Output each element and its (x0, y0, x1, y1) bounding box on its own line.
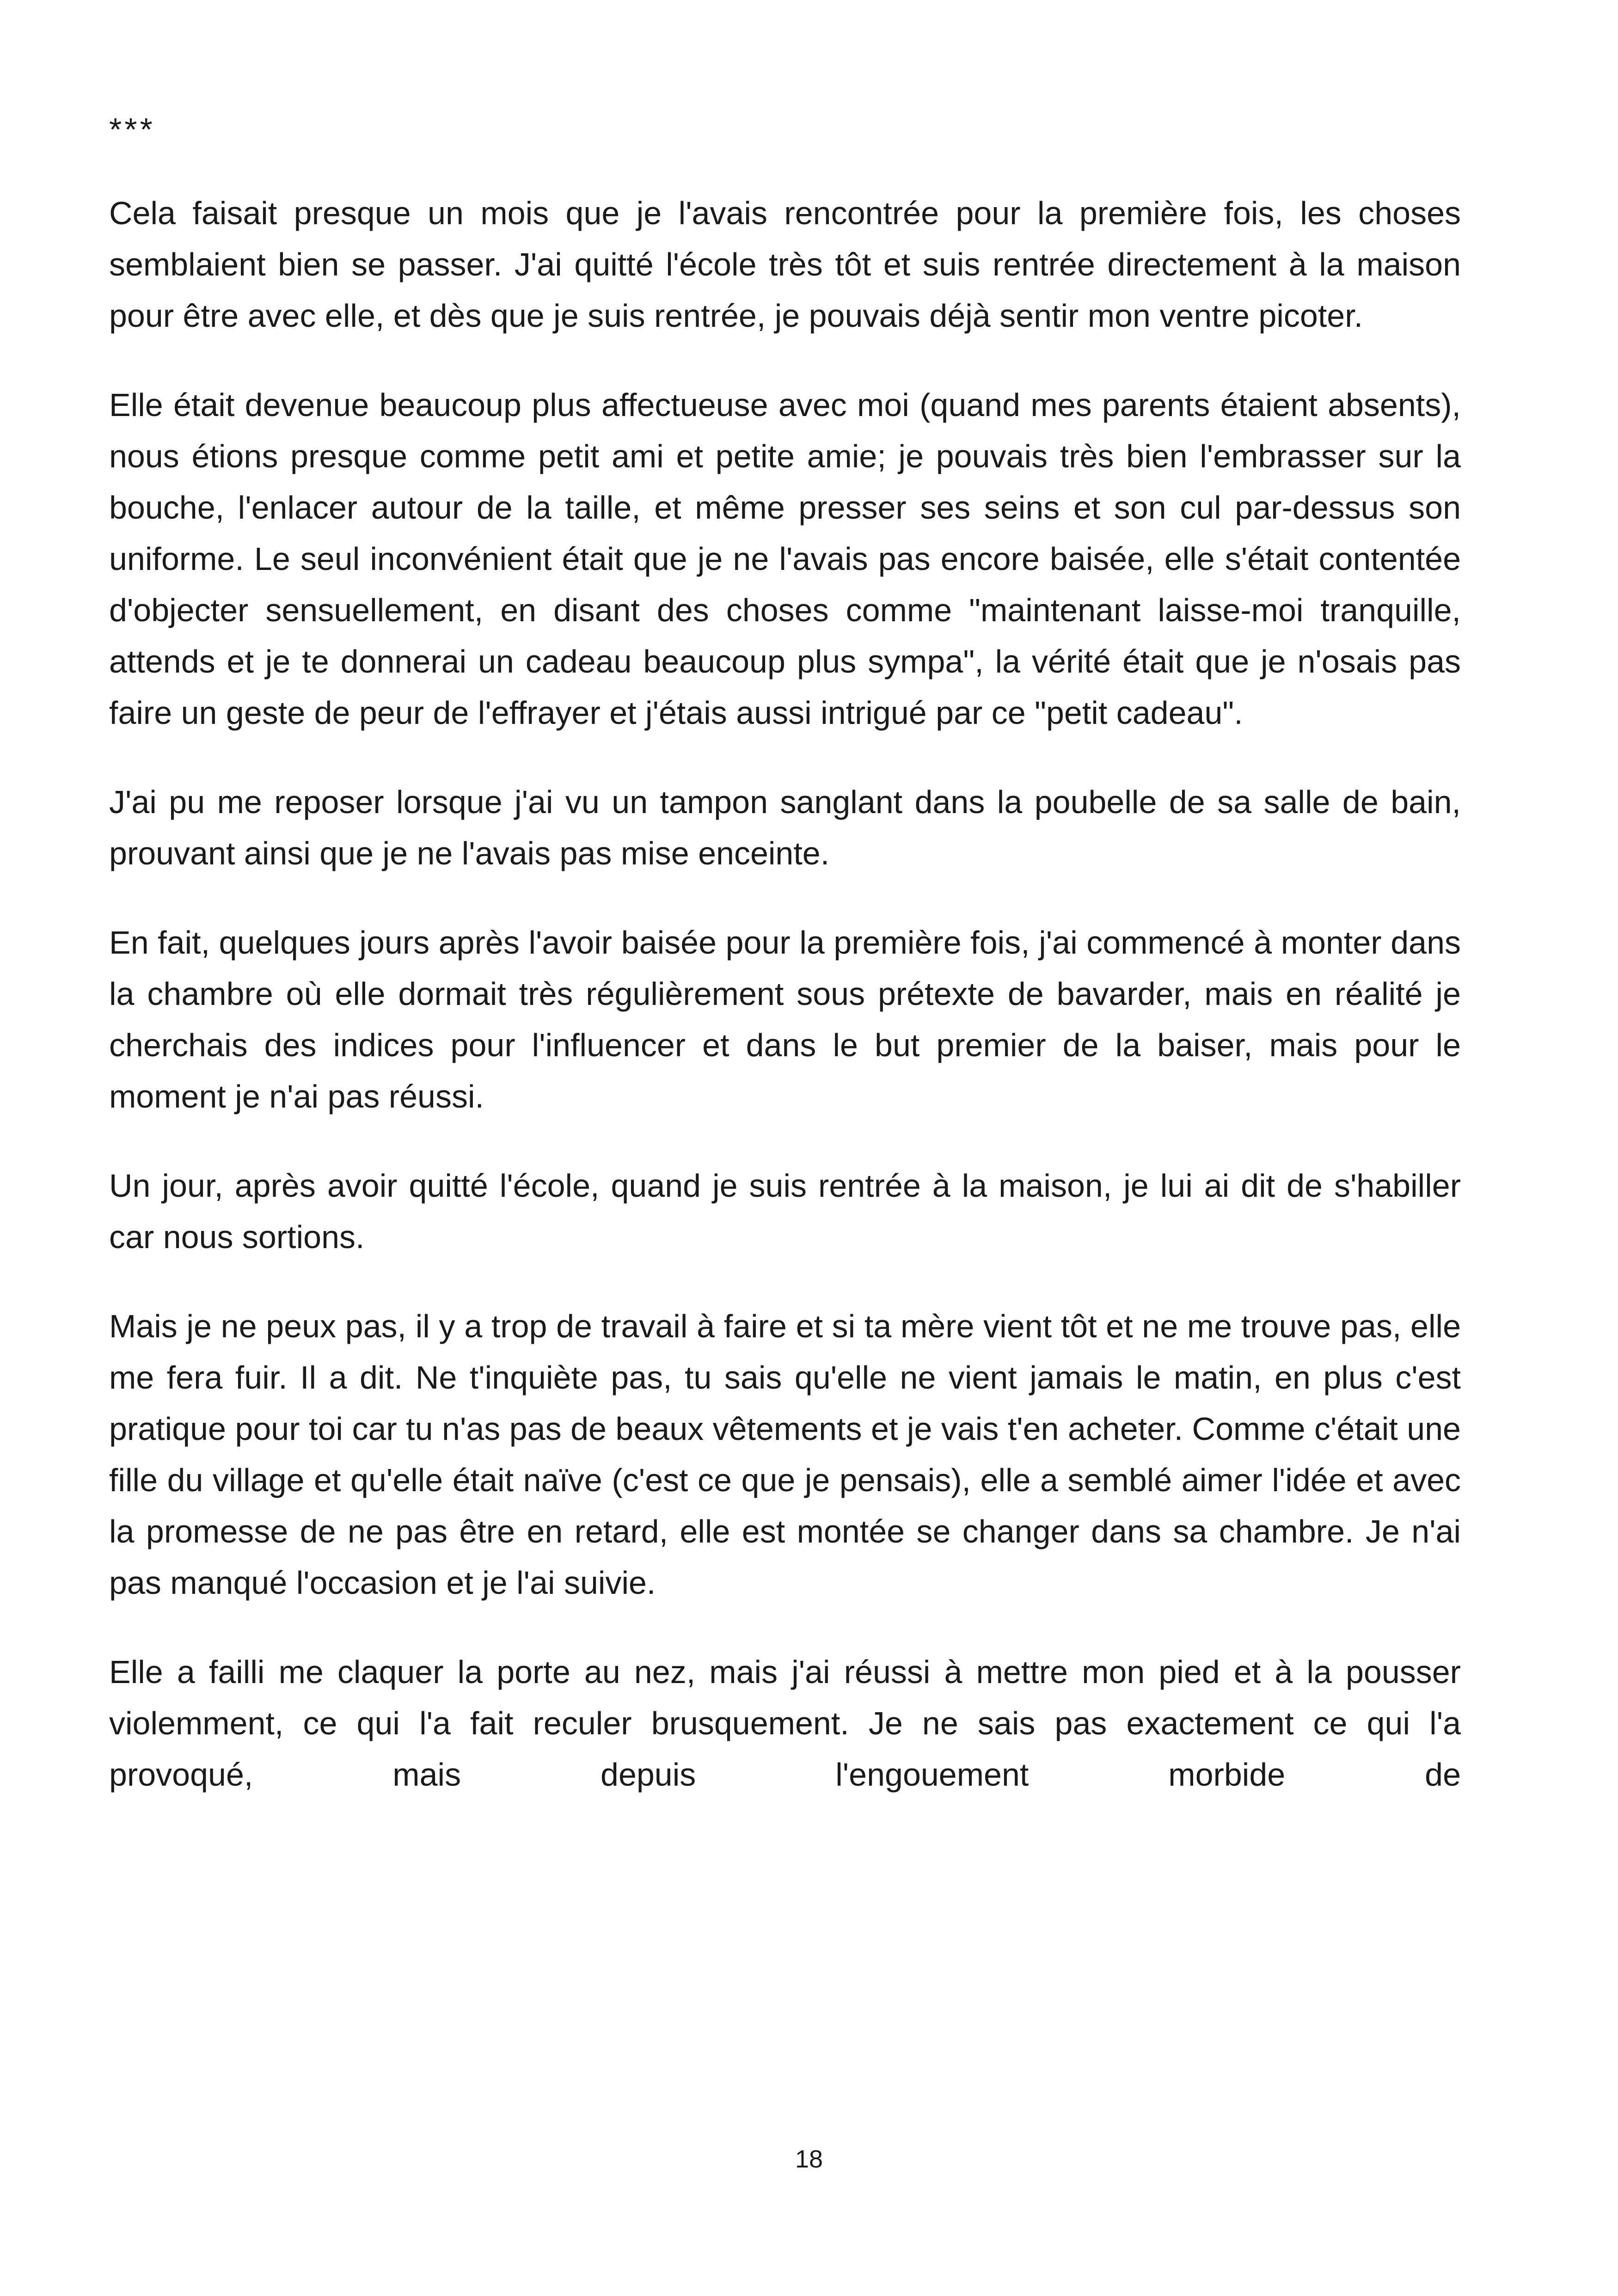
paragraph: Un jour, après avoir quitté l'école, quand je suis rentrée à la maison, je lui ai dit de s'habiller car nous sortions. (109, 1168, 1461, 1255)
body-text (109, 104, 1461, 1800)
paragraph: Elle était devenue beaucoup plus affectueuse avec moi (quand mes parents étaient absents), nous étions presque comme petit ami et petite amie; je pouvais très bien l'embrasser sur la bouche, l'enlacer autour de la taille, et même presser ses seins et son cul par-dessus son uniforme. Le seul inconvénient était que je ne l'avais pas encore baisée, elle s'était contentée d'objecter sensuellement, en disant des choses comme "maintenant laisse-moi tranquille, attends et je te donnerai un cadeau beaucoup plus sympa", la vérité était que je n'osais pas faire un geste de peur de l'effrayer et j'étais aussi intrigué par ce "petit cadeau". (109, 387, 1461, 731)
paragraph: J'ai pu me reposer lorsque j'ai vu un tampon sanglant dans la poubelle de sa salle de bain, prouvant ainsi que je ne l'avais pas mise enceinte. (109, 784, 1461, 871)
page-number: 18 (795, 2145, 823, 2173)
paragraph: Cela faisait presque un mois que je l'avais rencontrée pour la première fois, les choses semblaient bien se passer. J'ai quitté l'école très tôt et suis rentrée directement à la maison pour être avec elle, et dès que je suis rentrée, je pouvais déjà sentir mon ventre picoter. (109, 195, 1461, 334)
paragraph: Elle a failli me claquer la porte au nez, mais j'ai réussi à mettre mon pied et à la pousser violemment, ce qui l'a fait reculer brusquement. Je ne sais pas exactement ce qui l'a provoqué, mais depuis l'engouement morbide de (109, 1654, 1461, 1793)
section-separator: *** (109, 111, 155, 147)
paragraph: En fait, quelques jours après l'avoir baisée pour la première fois, j'ai commencé à monter dans la chambre où elle dormait très régulièrement sous prétexte de bavarder, mais en réalité je cherchais des indices pour l'influencer et dans le but premier de la baiser, mais pour le moment je n'ai pas réussi. (109, 925, 1461, 1114)
paragraph: Mais je ne peux pas, il y a trop de travail à faire et si ta mère vient tôt et ne me trouve pas, elle me fera fuir. Il a dit. Ne t'inquiète pas, tu sais qu'elle ne vient jamais le matin, en plus c'est pratique pour toi car tu n'as pas de beaux vêtements et je vais t'en acheter. Comme c'était une fille du village et qu'elle était naïve (c'est ce que je pensais), elle a semblé aimer l'idée et avec la promesse de ne pas être en retard, elle est montée se changer dans sa chambre. Je n'ai pas manqué l'occasion et je l'ai suivie. (109, 1308, 1461, 1601)
